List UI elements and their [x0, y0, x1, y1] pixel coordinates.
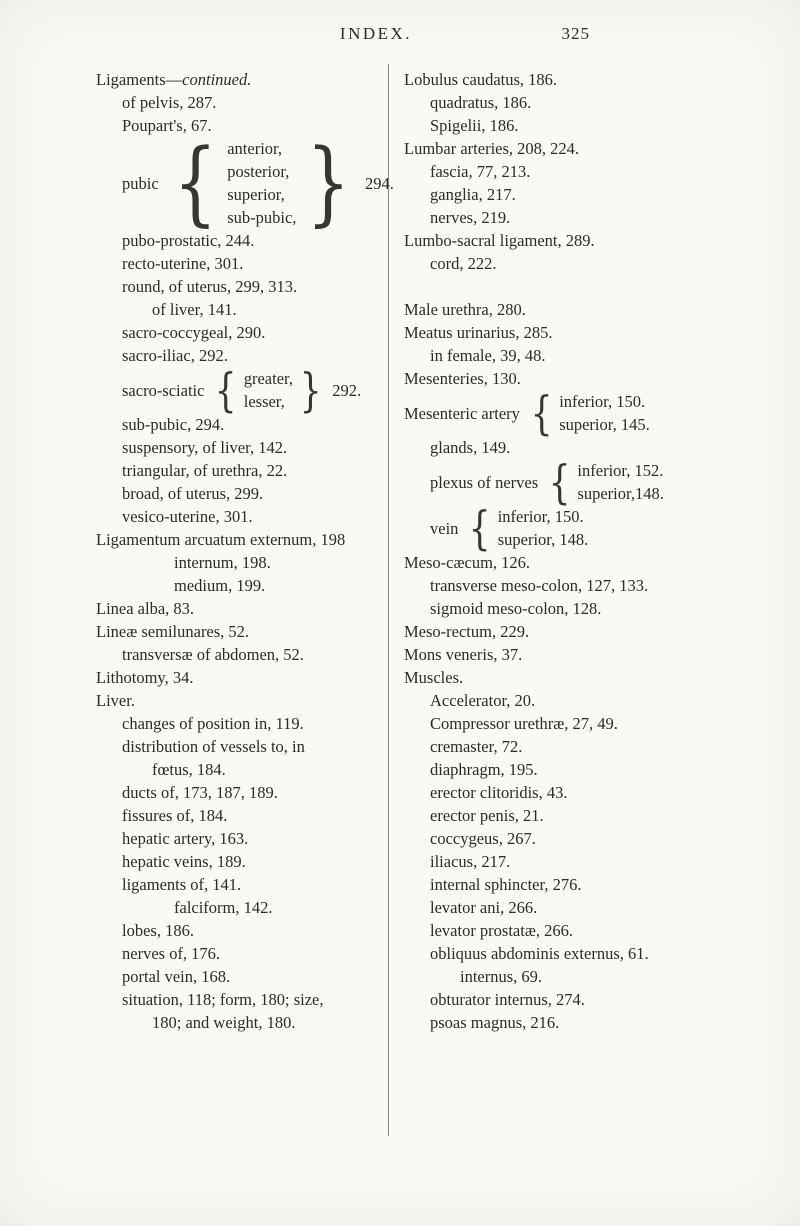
- open-brace: {: [172, 129, 217, 236]
- brace-group-items: [227, 137, 296, 229]
- page-title: INDEX.: [339, 24, 413, 43]
- index-entry: Male urethra, 280.: [404, 300, 526, 319]
- index-brace-group: [404, 455, 666, 509]
- index-entry: Compressor urethræ, 27, 49.: [430, 714, 618, 733]
- index-entry: Lumbo-sacral ligament, 289.: [404, 231, 595, 250]
- index-brace-group: [404, 501, 666, 555]
- index-entry: fascia, 77, 213.: [430, 162, 531, 181]
- column-divider-rule: [388, 64, 389, 1136]
- index-entry: internum, 198.: [174, 553, 271, 572]
- brace-group-page-number: 292.: [332, 380, 362, 400]
- index-entry: obturator internus, 274.: [430, 990, 585, 1009]
- index-entry: iliacus, 217.: [430, 852, 511, 871]
- brace-group-items: [559, 390, 650, 436]
- index-entry: sub-pubic,: [227, 208, 297, 227]
- section-gap: [404, 275, 666, 298]
- index-entry: sub-pubic, 294.: [122, 415, 225, 434]
- index-entry: Mons veneris, 37.: [404, 645, 523, 664]
- index-entry: ducts of, 173, 187, 189.: [122, 783, 278, 802]
- brace-group-label: sacro-sciatic: [122, 380, 205, 400]
- brace-group-items: [498, 505, 589, 551]
- index-entry: transverse meso-colon, 127, 133.: [430, 576, 649, 595]
- index-entry: Accelerator, 20.: [430, 691, 536, 710]
- index-entry: levator prostatæ, 266.: [430, 921, 573, 940]
- close-brace: }: [299, 363, 322, 417]
- index-entry: vesico-uterine, 301.: [122, 507, 253, 526]
- index-entry: Lithotomy, 34.: [96, 668, 194, 687]
- index-entry: portal vein, 168.: [122, 967, 231, 986]
- index-entry: distribution of vessels to, in: [122, 737, 305, 756]
- page-header: [90, 24, 662, 48]
- index-entry: obliquus abdominis externus, 61.: [430, 944, 649, 963]
- index-entry: 180; and weight, 180.: [152, 1013, 296, 1032]
- page-number: 325: [561, 24, 590, 43]
- index-entry: nerves of, 176.: [122, 944, 221, 963]
- index-entry: inferior, 152.: [577, 461, 664, 480]
- open-brace: {: [469, 501, 492, 555]
- index-entry: pubo-prostatic, 244.: [122, 231, 255, 250]
- index-entry: superior, 145.: [559, 415, 650, 434]
- index-entry: hepatic artery, 163.: [122, 829, 249, 848]
- index-entry: psoas magnus, 216.: [430, 1013, 560, 1032]
- index-entry: Ligamentum arcuatum externum, 198: [96, 530, 346, 549]
- index-entry: situation, 118; form, 180; size,: [122, 990, 324, 1009]
- index-entry: lesser,: [243, 392, 285, 411]
- index-entry: in female, 39, 48.: [430, 346, 546, 365]
- index-entry: fissures of, 184.: [122, 806, 228, 825]
- right-column: [404, 68, 666, 1034]
- index-entry: levator ani, 266.: [430, 898, 538, 917]
- index-entry: Meso-cæcum, 126.: [404, 553, 531, 572]
- index-entry: Mesenteries, 130.: [404, 369, 521, 388]
- brace-group-label: plexus of nerves: [430, 472, 539, 492]
- index-entry: internus, 69.: [460, 967, 543, 986]
- index-entry: inferior, 150.: [559, 392, 646, 411]
- open-brace: {: [548, 455, 571, 509]
- index-entry: round, of uterus, 299, 313.: [122, 277, 298, 296]
- brace-group-label: pubic: [122, 173, 159, 193]
- index-entry: triangular, of urethra, 22.: [122, 461, 288, 480]
- index-entry: lobes, 186.: [122, 921, 194, 940]
- index-entry: falciform, 142.: [174, 898, 273, 917]
- index-entry: glands, 149.: [430, 438, 511, 457]
- index-entry: Lobulus caudatus, 186.: [404, 70, 558, 89]
- index-entry: superior, 148.: [497, 530, 589, 549]
- index-entry: medium, 199.: [174, 576, 266, 595]
- index-entry: broad, of uterus, 299.: [122, 484, 264, 503]
- brace-group-label: vein: [430, 518, 459, 538]
- index-entry: sacro-coccygeal, 290.: [122, 323, 266, 342]
- index-entry: posterior,: [227, 162, 290, 181]
- index-brace-group: [404, 386, 666, 440]
- index-entry: internal sphincter, 276.: [430, 875, 582, 894]
- index-entry: Muscles.: [404, 668, 464, 687]
- index-entry: ligaments of, 141.: [122, 875, 242, 894]
- index-entry: ganglia, 217.: [430, 185, 516, 204]
- open-brace: {: [530, 386, 553, 440]
- index-entry: anterior,: [227, 139, 282, 158]
- index-entry: Lumbar arteries, 208, 224.: [404, 139, 580, 158]
- index-entry: greater,: [243, 369, 293, 388]
- brace-group-label: Mesenteric artery: [404, 403, 520, 423]
- index-entry: Poupart's, 67.: [122, 116, 212, 135]
- index-entry: diaphragm, 195.: [430, 760, 538, 779]
- index-entry: sacro-iliac, 292.: [122, 346, 228, 365]
- index-entry: suspensory, of liver, 142.: [122, 438, 288, 457]
- brace-group-items: [244, 367, 293, 413]
- open-brace: {: [215, 363, 238, 417]
- index-brace-group: [96, 363, 382, 417]
- brace-group-items: [577, 459, 663, 505]
- left-column: [96, 68, 394, 1034]
- index-entry: hepatic veins, 189.: [122, 852, 246, 871]
- index-entry: erector clitoridis, 43.: [430, 783, 568, 802]
- index-entry: Lineæ semilunares, 52.: [96, 622, 250, 641]
- index-entry: Spigelii, 186.: [430, 116, 519, 135]
- index-brace-group: [96, 129, 394, 236]
- index-entry: of liver, 141.: [152, 300, 237, 319]
- index-entry: transversæ of abdomen, 52.: [122, 645, 304, 664]
- index-entry: sigmoid meso-colon, 128.: [430, 599, 602, 618]
- index-entry: Liver.: [96, 691, 135, 710]
- index-entry: Ligaments—continued.: [96, 70, 252, 89]
- close-brace: }: [306, 129, 351, 236]
- index-entry: Meso-rectum, 229.: [404, 622, 530, 641]
- index-entry: recto-uterine, 301.: [122, 254, 244, 273]
- index-entry: changes of position in, 119.: [122, 714, 304, 733]
- index-entry: nerves, 219.: [430, 208, 511, 227]
- brace-group-page-number: 294.: [364, 173, 394, 193]
- index-entry: inferior, 150.: [497, 507, 584, 526]
- index-entry: superior,: [227, 185, 285, 204]
- index-entry: quadratus, 186.: [430, 93, 532, 112]
- index-entry: cord, 222.: [430, 254, 497, 273]
- index-entry: of pelvis, 287.: [122, 93, 217, 112]
- index-entry: fœtus, 184.: [152, 760, 226, 779]
- index-entry: coccygeus, 267.: [430, 829, 536, 848]
- index-entry: Linea alba, 83.: [96, 599, 195, 618]
- index-entry: Meatus urinarius, 285.: [404, 323, 553, 342]
- index-entry: superior,148.: [577, 484, 664, 503]
- index-entry: erector penis, 21.: [430, 806, 544, 825]
- index-entry: cremaster, 72.: [430, 737, 523, 756]
